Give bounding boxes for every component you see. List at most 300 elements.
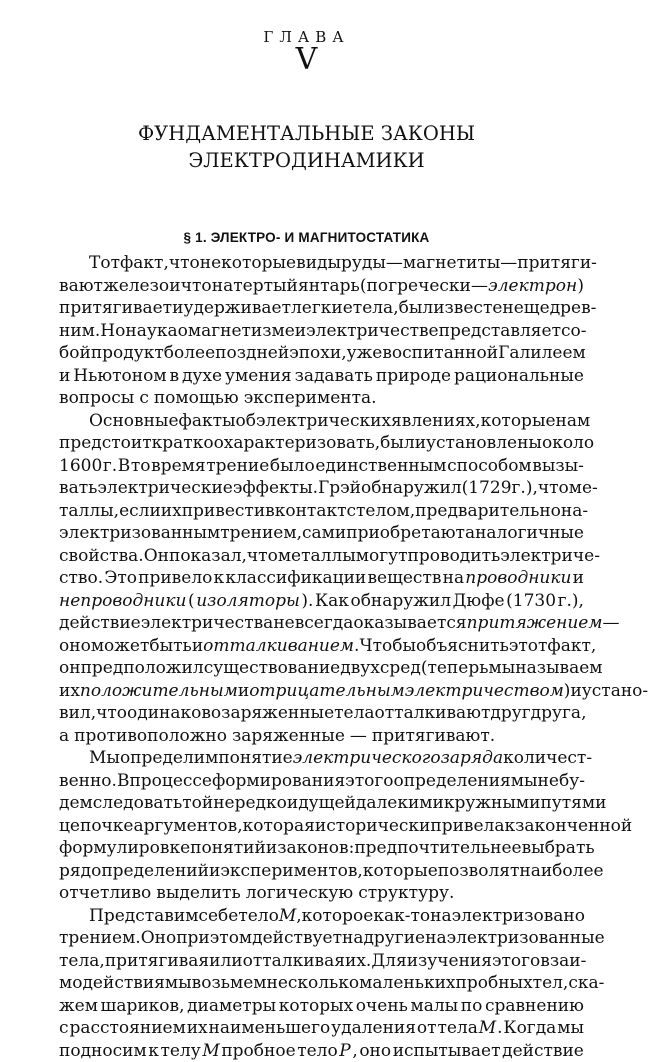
word: природе <box>376 365 451 388</box>
word: далекими <box>356 792 444 815</box>
word: и <box>573 567 584 590</box>
word: г.), <box>558 590 584 613</box>
word: факты <box>179 410 236 433</box>
text-line <box>59 432 584 455</box>
word: г.), <box>512 477 538 500</box>
text-line <box>59 725 584 748</box>
word: классификации <box>225 567 366 590</box>
word: Он <box>144 545 169 568</box>
word: янтарь <box>298 275 360 298</box>
word: Когда <box>503 1017 556 1040</box>
word: оно <box>359 1040 391 1062</box>
word: — <box>602 612 619 635</box>
word: и <box>172 297 183 320</box>
word: объяснить <box>416 635 509 658</box>
word: эпохи, <box>289 342 346 365</box>
word: помощью <box>154 387 239 410</box>
word: выбрать <box>522 837 595 860</box>
word: обнаружил <box>361 477 462 500</box>
word: оно <box>59 635 91 658</box>
word: оказывается <box>353 612 466 635</box>
word: экспериментов, <box>220 860 363 883</box>
word: электриче- <box>500 545 600 568</box>
word: бой <box>59 342 91 365</box>
word: понятий <box>190 837 266 860</box>
word: отталкивая <box>243 950 345 973</box>
word: более <box>164 342 215 365</box>
word: руды <box>341 252 386 275</box>
word: — <box>471 275 488 298</box>
word: веществ <box>367 567 441 590</box>
word: отчетливо <box>59 882 151 905</box>
word: и <box>266 837 277 860</box>
word: этом <box>210 927 252 950</box>
italic-word: притяжением <box>467 612 603 635</box>
word: уже <box>347 342 383 365</box>
word: тела <box>437 1017 477 1040</box>
word: притягивая <box>105 950 209 973</box>
word: их. <box>345 950 371 973</box>
word: еще <box>514 297 550 320</box>
word: которые <box>363 860 438 883</box>
word: противоположно <box>74 725 227 748</box>
word: этот <box>509 635 548 658</box>
word: что <box>538 477 569 500</box>
word: о <box>178 320 188 343</box>
word: заряженные <box>232 725 345 748</box>
word: с <box>59 1017 69 1040</box>
word: не <box>273 612 294 635</box>
word: к <box>214 567 225 590</box>
word: факт, <box>120 252 169 275</box>
text-line <box>59 252 584 275</box>
word: ним. <box>59 320 100 343</box>
word: В <box>117 770 130 793</box>
word: ство. <box>59 567 103 590</box>
word: ). <box>301 590 313 613</box>
word: дем <box>59 792 93 815</box>
word: привело <box>138 567 212 590</box>
word: в <box>169 365 179 388</box>
word: единственным <box>315 455 446 478</box>
word: Оно <box>141 927 177 950</box>
text-line <box>59 950 584 973</box>
word: формирования <box>212 770 345 793</box>
word: он <box>59 657 81 680</box>
text-line <box>59 477 584 500</box>
chapter-title <box>0 120 613 174</box>
word: приобретают <box>346 522 465 545</box>
word: некоторые <box>200 252 296 275</box>
word: Чтобы <box>359 635 416 658</box>
word: кружными <box>444 792 541 815</box>
text-line <box>59 770 584 793</box>
word: пробное <box>221 1040 295 1062</box>
word: телу <box>160 1040 200 1062</box>
word: ме- <box>569 477 598 500</box>
word: путями <box>540 792 606 815</box>
text-line <box>59 500 584 523</box>
word: (1730 <box>506 590 556 613</box>
word: — <box>500 252 517 275</box>
word: себе <box>198 905 238 928</box>
word: другие <box>363 927 425 950</box>
text-line <box>59 657 584 680</box>
word: древ- <box>550 297 597 320</box>
word: нередко <box>213 792 287 815</box>
word: быть <box>149 635 191 658</box>
word: и <box>192 635 203 658</box>
word: их <box>187 1017 208 1040</box>
word: вил, <box>59 702 96 725</box>
word: цепочке <box>59 815 133 838</box>
section-heading: § 1. ЭЛЕКТРО- И МАГНИТОСТАТИКА <box>0 230 613 245</box>
word: эксперимента. <box>244 387 377 410</box>
word: и <box>59 365 70 388</box>
word: мы <box>165 972 192 995</box>
word: логическую <box>246 882 354 905</box>
word: предположил <box>81 657 204 680</box>
word: явлениях, <box>391 410 481 433</box>
word: аргументов, <box>133 815 242 838</box>
word: тела, <box>59 950 105 973</box>
text-line <box>59 387 584 410</box>
word: наэлектризовано <box>430 905 585 928</box>
word: могут <box>356 545 408 568</box>
word: (по <box>360 275 388 298</box>
word: что <box>96 702 127 725</box>
text-line <box>59 455 584 478</box>
word: железо <box>103 275 169 298</box>
word: мы <box>488 657 515 680</box>
word: таллы, <box>59 500 119 523</box>
word: Галилеем <box>498 342 586 365</box>
word: ска- <box>568 972 604 995</box>
text-line <box>59 545 584 568</box>
word: наэлектризованные <box>425 927 605 950</box>
word: количест- <box>503 747 592 770</box>
text-line <box>59 837 584 860</box>
word: показал, <box>169 545 247 568</box>
word: испытывает <box>393 1040 501 1062</box>
word: привела <box>430 815 504 838</box>
word: тел, <box>533 972 569 995</box>
word: тела, <box>353 297 399 320</box>
word: от <box>417 1017 437 1040</box>
text-line <box>59 972 584 995</box>
text-line <box>59 342 584 365</box>
italic-word: отталкиванием <box>203 635 354 658</box>
word: очень <box>356 995 408 1018</box>
word: действует <box>252 927 342 950</box>
word: мы <box>511 770 538 793</box>
italic-word: M <box>202 1040 219 1062</box>
word: тела <box>334 702 374 725</box>
word: и <box>295 320 306 343</box>
word: . <box>354 635 359 658</box>
word: несколько <box>266 972 359 995</box>
word: маленьких <box>359 972 455 995</box>
word: выделить <box>156 882 240 905</box>
word: предпочтительнее <box>354 837 521 860</box>
word: Ньютоном <box>73 365 166 388</box>
text-line <box>59 792 584 815</box>
word: виды <box>296 252 341 275</box>
word: гречески <box>388 275 471 298</box>
word: друг <box>490 702 530 725</box>
word: идущей <box>287 792 356 815</box>
word: законченной <box>515 815 632 838</box>
italic-word: электрон <box>488 275 577 298</box>
word: предстоит <box>59 432 152 455</box>
word: электрические <box>97 477 232 500</box>
word: . <box>497 1017 502 1040</box>
text-line <box>59 320 584 343</box>
word: бу- <box>559 770 585 793</box>
word: об <box>236 410 256 433</box>
word: удерживает <box>183 297 291 320</box>
word: то <box>131 455 151 478</box>
word: проводить <box>408 545 501 568</box>
word: мы <box>557 1017 584 1040</box>
word: Представим <box>89 905 198 928</box>
word: а <box>59 725 69 748</box>
chapter-title-line-2: ЭЛЕКТРОДИНАМИКИ <box>0 147 613 174</box>
word: время <box>151 455 205 478</box>
word: предварительно <box>415 500 561 523</box>
text-line <box>59 995 584 1018</box>
word: установлены <box>426 432 542 455</box>
word: малы <box>411 995 459 1018</box>
word: называем <box>515 657 602 680</box>
word: пробных <box>456 972 533 995</box>
word: структуру. <box>358 882 454 905</box>
word: ряд <box>59 860 91 883</box>
word: , <box>296 905 301 928</box>
italic-word: отрицательным <box>249 680 405 703</box>
text-line <box>59 1040 584 1062</box>
word: наука <box>125 320 177 343</box>
word: венно. <box>59 770 117 793</box>
word: электричества <box>141 612 274 635</box>
text-line <box>59 612 584 635</box>
word: тело <box>297 1040 338 1062</box>
word: взаи- <box>540 950 586 973</box>
text-line <box>59 365 584 388</box>
word: духе <box>182 365 222 388</box>
word: определим <box>120 747 218 770</box>
word: Основные <box>89 410 179 433</box>
text-line <box>59 927 584 950</box>
word: сред <box>380 657 421 680</box>
word: притяги- <box>517 252 597 275</box>
word: нам <box>556 410 591 433</box>
word: тело <box>238 905 279 928</box>
word: со- <box>561 320 587 343</box>
word: той <box>182 792 213 815</box>
italic-word: изоляторы <box>196 590 300 613</box>
word: двух <box>340 657 380 680</box>
word: возьмем <box>192 972 267 995</box>
word: Тот <box>89 252 120 275</box>
text-line <box>59 275 584 298</box>
word: трение <box>206 455 269 478</box>
word: или <box>209 950 242 973</box>
word: на <box>443 567 464 590</box>
chapter-label: ГЛАВА <box>0 28 613 46</box>
italic-word: непроводники <box>59 590 186 613</box>
word: задавать <box>295 365 373 388</box>
word: вают <box>59 275 103 298</box>
word: определения <box>393 770 510 793</box>
word: натертый <box>212 275 298 298</box>
word: на <box>342 927 363 950</box>
word: — <box>386 252 403 275</box>
word: был <box>399 297 434 320</box>
text-line <box>59 860 584 883</box>
word: было <box>270 455 315 478</box>
word: (1729 <box>462 477 512 500</box>
word: действие <box>502 1040 584 1062</box>
text-line <box>59 522 584 545</box>
word: одинаково <box>127 702 221 725</box>
word: определений <box>91 860 209 883</box>
word: свойства. <box>59 545 144 568</box>
text-line <box>59 635 584 658</box>
word: металлы <box>278 545 356 568</box>
word: рациональные <box>454 365 584 388</box>
word: которое <box>302 905 374 928</box>
word: были <box>380 432 426 455</box>
word: при <box>176 927 210 950</box>
italic-word: заряда <box>441 747 503 770</box>
text-line <box>59 680 584 703</box>
chapter-title-line-1: ФУНДАМЕНТАЛЬНЫЕ ЗАКОНЫ <box>0 120 613 147</box>
word: которых <box>279 995 354 1018</box>
word: представляет <box>439 320 561 343</box>
word: изучения <box>407 950 492 973</box>
word: электричестве <box>306 320 438 343</box>
word: всегда <box>295 612 354 635</box>
word: может <box>91 635 150 658</box>
word: этого <box>345 770 393 793</box>
word: Как <box>315 590 349 613</box>
word: жем <box>59 995 98 1018</box>
word: их <box>161 500 182 523</box>
word: вать <box>59 477 97 500</box>
word: модействия <box>59 972 165 995</box>
word: что <box>247 545 278 568</box>
word: подносим <box>59 1040 147 1062</box>
word: сравнению <box>485 995 584 1018</box>
word: — <box>350 725 367 748</box>
word: с <box>347 500 357 523</box>
text-line <box>59 905 584 928</box>
word: телом, <box>356 500 415 523</box>
word: обнаружил <box>350 590 451 613</box>
chapter-number: V <box>0 42 613 77</box>
word: притягивают. <box>372 725 495 748</box>
word: , <box>352 1040 357 1062</box>
word: легкие <box>291 297 353 320</box>
text-line <box>59 1017 584 1040</box>
word: В <box>118 455 131 478</box>
word: наименьшего <box>209 1017 331 1040</box>
word: и <box>169 275 180 298</box>
word: их <box>59 680 80 703</box>
word: исторически <box>315 815 430 838</box>
word: действие <box>59 612 141 635</box>
word: и <box>209 860 220 883</box>
word: (теперь <box>421 657 489 680</box>
word: существование <box>204 657 341 680</box>
word: законов: <box>277 837 354 860</box>
word: контакт <box>275 500 347 523</box>
word: сами <box>302 522 346 545</box>
word: и <box>570 680 581 703</box>
word: Дюфе <box>453 590 505 613</box>
word: что <box>181 275 212 298</box>
text-line <box>59 882 584 905</box>
word: заряженные <box>221 702 334 725</box>
word: не <box>538 770 559 793</box>
word: с <box>139 387 149 410</box>
word: которые <box>481 410 556 433</box>
word: охарактеризовать, <box>214 432 381 455</box>
word: ( <box>188 590 195 613</box>
word: факт, <box>547 635 596 658</box>
word: если <box>119 500 161 523</box>
word: как-то <box>373 905 430 928</box>
word: и <box>238 680 249 703</box>
word: ) <box>564 680 571 703</box>
word: следовать <box>93 792 182 815</box>
word: около <box>542 432 594 455</box>
word: ) <box>577 275 584 298</box>
word: 1600 <box>59 455 102 478</box>
word: диаметры <box>187 995 276 1018</box>
word: удаления <box>331 1017 416 1040</box>
word: устано- <box>582 680 648 703</box>
text-line <box>59 590 584 613</box>
word: друга, <box>531 702 587 725</box>
italic-word: M <box>279 905 296 928</box>
word: умения <box>225 365 292 388</box>
text-line <box>59 567 584 590</box>
text-line <box>59 410 584 433</box>
word: понятие <box>218 747 292 770</box>
word: привести <box>182 500 265 523</box>
italic-word: электрического <box>293 747 441 770</box>
word: магнетизме <box>188 320 295 343</box>
word: шариков, <box>101 995 185 1018</box>
word: Мы <box>89 747 120 770</box>
word: трением. <box>59 927 141 950</box>
word: в <box>265 500 275 523</box>
word: Но <box>100 320 125 343</box>
word: поздней <box>215 342 289 365</box>
text-line <box>59 815 584 838</box>
word: которая <box>243 815 315 838</box>
word: продукт <box>91 342 164 365</box>
word: воспитанной <box>382 342 498 365</box>
text-line <box>59 297 584 320</box>
word: по <box>461 995 483 1018</box>
word: трением, <box>220 522 302 545</box>
italic-word: электричеством <box>405 680 564 703</box>
italic-word: M <box>479 1017 496 1040</box>
word: аналогичные <box>465 522 584 545</box>
